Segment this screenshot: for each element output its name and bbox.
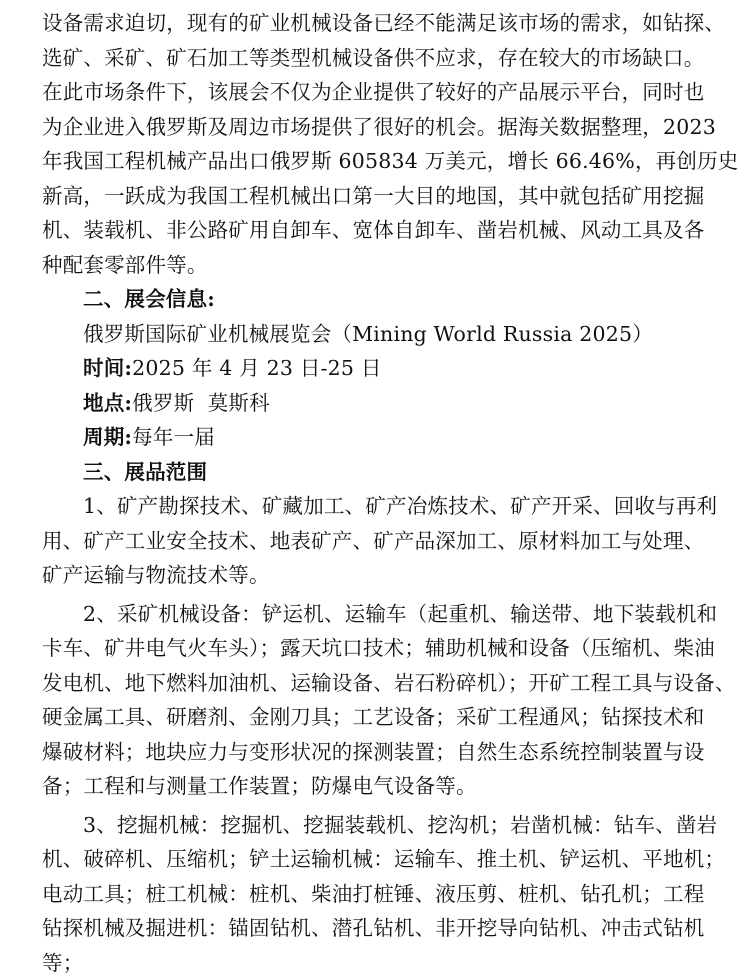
section-exhibit-scope: [42, 455, 667, 980]
scope-line: 等；: [42, 946, 667, 980]
info-row-location: [42, 386, 667, 421]
scope-item-1: [42, 489, 667, 593]
scope-line: 卡车、矿井电气火车头）；露天坑口技术；辅助机械和设备（压缩机、柴油: [42, 631, 667, 666]
intro-line: 设备需求迫切，现有的矿业机械设备已经不能满足该市场的需求，如钻探、: [42, 6, 667, 41]
cycle-label: 周期:: [83, 425, 132, 449]
intro-line: 在此市场条件下，该展会不仅为企业提供了较好的产品展示平台，同时也: [42, 75, 667, 110]
section-heading: 二、展会信息:: [42, 282, 667, 317]
exhibition-name: 俄罗斯国际矿业机械展览会（Mining World Russia 2025）: [42, 317, 667, 352]
scope-line: 爆破材料；地块应力与变形状况的探测装置；自然生态系统控制装置与设: [42, 735, 667, 770]
scope-line: 用、矿产工业安全技术、地表矿产、矿产品深加工、原材料加工与处理、: [42, 524, 667, 559]
scope-item-3: [42, 808, 667, 980]
intro-paragraph: [42, 6, 667, 282]
section-exhibition-info: [42, 282, 667, 455]
scope-line: 钻探机械及掘进机：锚固钻机、潜孔钻机、非开挖导向钻机、冲击式钻机: [42, 911, 667, 946]
location-label: 地点:: [83, 391, 132, 415]
scope-item-2: [42, 597, 667, 804]
scope-line: 电动工具；桩工机械：桩机、柴油打桩锤、液压剪、桩机、钻孔机；工程: [42, 877, 667, 912]
scope-line: 发电机、地下燃料加油机、运输设备、岩石粉碎机）；开矿工程工具与设备、: [42, 666, 667, 701]
scope-line: 备；工程和与测量工作装置；防爆电气设备等。: [42, 769, 667, 804]
cycle-value: 每年一届: [132, 425, 215, 449]
time-label: 时间:: [83, 356, 132, 380]
scope-line: 2、采矿机械设备：铲运机、运输车（起重机、输送带、地下装载机和: [42, 597, 667, 632]
intro-line: 新高，一跃成为我国工程机械出口第一大目的地国，其中就包括矿用挖掘: [42, 179, 667, 214]
intro-line: 为企业进入俄罗斯及周边市场提供了很好的机会。据海关数据整理，2023: [42, 110, 667, 145]
location-value: 俄罗斯 莫斯科: [132, 391, 270, 415]
info-row-cycle: [42, 420, 667, 455]
info-row-time: [42, 351, 667, 386]
scope-line: 3、挖掘机械：挖掘机、挖掘装载机、挖沟机；岩凿机械：钻车、凿岩: [42, 808, 667, 843]
scope-line: 机、破碎机、压缩机；铲土运输机械：运输车、推土机、铲运机、平地机；: [42, 842, 667, 877]
intro-line: 年我国工程机械产品出口俄罗斯 605834 万美元，增长 66.46%，再创历史: [42, 144, 667, 179]
intro-line: 种配套零部件等。: [42, 248, 667, 283]
document-page: [42, 6, 667, 980]
scope-line: 矿产运输与物流技术等。: [42, 558, 667, 593]
intro-line: 机、装载机、非公路矿用自卸车、宽体自卸车、凿岩机械、风动工具及各: [42, 213, 667, 248]
scope-line: 硬金属工具、研磨剂、金刚刀具；工艺设备；采矿工程通风；钻探技术和: [42, 700, 667, 735]
intro-line: 选矿、采矿、矿石加工等类型机械设备供不应求，存在较大的市场缺口。: [42, 41, 667, 76]
time-value: 2025 年 4 月 23 日-25 日: [132, 356, 381, 380]
scope-line: 1、矿产勘探技术、矿藏加工、矿产冶炼技术、矿产开采、回收与再利: [42, 489, 667, 524]
section-heading: 三、展品范围: [42, 455, 667, 490]
